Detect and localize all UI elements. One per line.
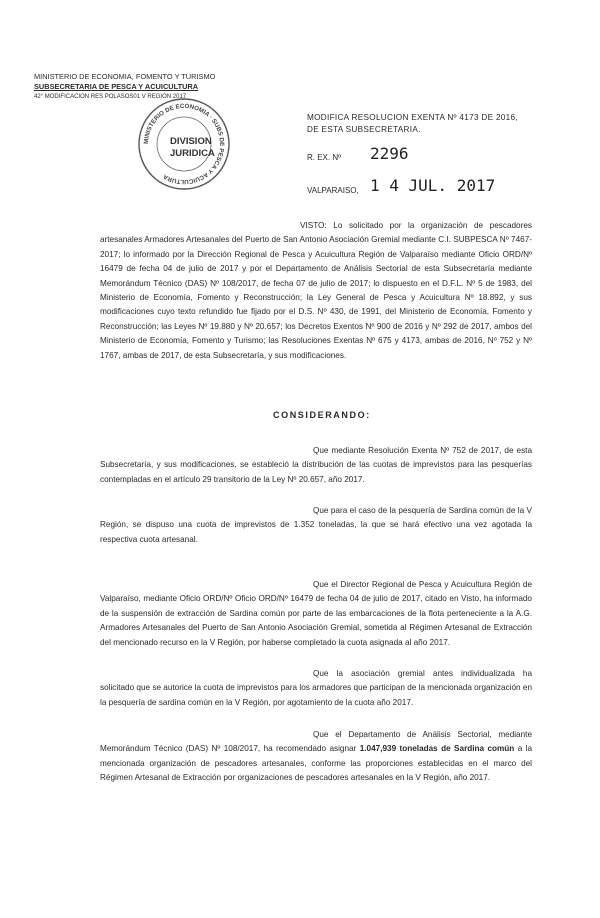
p5-rest: a la mencionada organización de pescadores artesanales, conforme las proporciones establecidas en el marco del Régimen Artesanal de Extracción por organizaciones de pescadores artesanales en la V Región, año 2017. [100,744,533,783]
subject-line-1: MODIFICA RESOLUCION EXENTA Nº 4173 DE 2016, [307,113,518,122]
dateline-date: 1 4 JUL. 2017 [370,176,496,195]
document-code: 42° MODIFICACION RES POLASOS01 V REGION 2017 [34,94,187,100]
ministry-name: MINISTERIO DE ECONOMIA, FOMENTO Y TURISMO [34,72,216,81]
stamp-line-juridica: JURIDICA [170,148,215,159]
considerando-paragraph-5 [100,728,532,786]
considerando-paragraph-1: Que mediante Resolución Exenta Nº 752 de 2017, de esta Subsecretaría, y sus modificaciones, se estableció la distribución de las cuotas de imprevistos para las pesquerías contempladas en el artículo 29 transitorio de la Ley Nº 20.657, año 2017. [100,446,532,484]
considerando-paragraph-3: Que el Director Regional de Pesca y Acuicultura Región de Valparaíso, mediante Oficio ORD/Nº Oficio ORD/Nº 16479 de fecha 04 de julio de 2017, citado en Visto, ha informado de la suspensión de extracción de Sardina común por parte de las embarcaciones de la flota perteneciente a la A.G. Armadores Artesanales del Puerto de San Antonio Asociación Gremial, sometida al Régimen Artesanal de Extracción del mencionado recurso en la V Región, por haberse completado la cuota asignada al año 2017. [100,580,532,647]
stamp-ring-text: MINISTERIO DE ECONOMIA · SUBS DE PESCA Y ACUICULTURA [142,102,226,186]
visto-paragraph: VISTO: Lo solicitado por la organización de pescadores artesanales Armadores Artesanales del Puerto de San Antonio Asociación Gremial mediante C.I. SUBPESCA Nº 7467-2017; lo informado por la Dirección Regional de Pesca y Acuicultura Región de Valparaíso mediante Oficio ORD/Nº 16479 de fecha 04 de julio de 2017 y por el Departamento de Análisis Sectorial de esta Subsecretaría mediante Memorándum Técnico (DAS) Nº 108/2017, de fecha 07 de julio de 2017; lo dispuesto en el D.F.L. Nº 5 de 1983, del Ministerio de Economía, Fomento y Reconstrucción; la Ley General de Pesca y Acuicultura Nº 18.892, y sus modificaciones cuyo texto refundido fue fijado por el D.S. Nº 430, de 1991, del Ministerio de Economía, Fomento y Reconstrucción; las Leyes Nº 19.880 y Nº 20.657; los Decretos Exentos Nº 900 de 2016 y Nº 292 de 2017, ambos del Ministerio de Economía, Fomento y Turismo; las Resoluciones Exentas Nº 675 y 4173, ambas de 2016, Nº 752 y Nº 1767, ambas de 2017, de esta Subsecretaría, y sus modificaciones. [100,221,532,360]
dateline-city: VALPARAISO, [307,186,359,195]
subsecretaria-name: SUBSECRETARIA DE PESCA Y ACUICULTURA [34,82,199,91]
stamp-label [170,136,215,160]
p5-tonnage: 1.047,939 toneladas de Sardina común [359,744,515,754]
resolution-label: R. EX. Nº [307,153,342,162]
resolution-subject [307,112,518,136]
considerando-heading: CONSIDERANDO: [273,410,371,420]
resolution-number: 2296 [370,144,409,163]
considerando-paragraph-2: Que para el caso de la pesquería de Sardina común de la V Región, se dispuso una cuota de imprevistos de 1.352 toneladas, la que se hará efectivo una vez agotada la respectiva cuota artesanal. [100,506,532,544]
p5-intro: Que el Departamento de Análisis Sectorial, mediante Memorándum Técnico (DAS) Nº 108/2017, ha recomendado asignar [100,730,532,754]
subject-line-2: DE ESTA SUBSECRETARIA. [307,125,421,134]
considerando-paragraph-4: Que la asociación gremial antes individualizada ha solicitado que se autorice la cuota de imprevistos para los armadores que participan de la mencionada organización en la pesquería de sardina común en la V Región, por agotamiento de la cuota año 2017. [100,669,532,707]
stamp-line-division: DIVISION [170,136,212,147]
